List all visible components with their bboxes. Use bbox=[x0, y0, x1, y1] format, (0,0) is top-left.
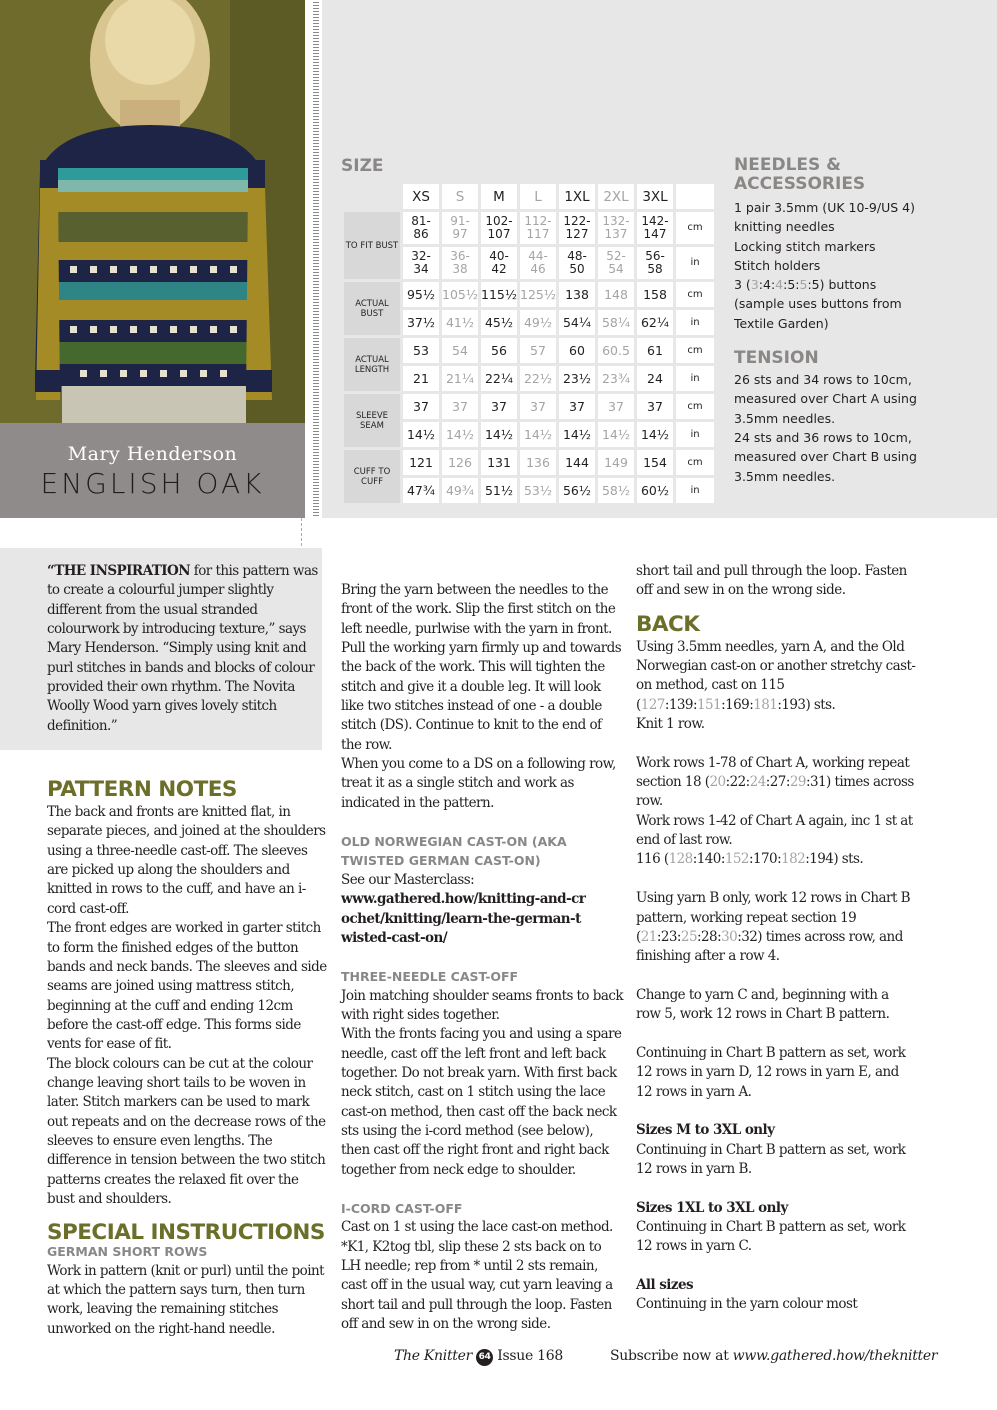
footer-issue bbox=[394, 1348, 563, 1366]
norwegian-cast-on-text: See our Masterclass: bbox=[341, 871, 475, 888]
size-xs: XS bbox=[403, 184, 439, 209]
size-3xl: 3XL bbox=[637, 184, 673, 209]
unit-cell: cm bbox=[676, 394, 714, 419]
unit-cell: cm bbox=[676, 338, 714, 363]
size-value: 14½ bbox=[442, 422, 478, 447]
inspiration-body: for this pattern was to create a colourful jumper slightly different from the usual stranded colourwork by introducing texture,” says Mary Henderson. “Simply using knit and purl stitches in bands and blocks of colour provided their own rhythm. The Novita Woolly Wood yarn gives lovely stitch definition.” bbox=[47, 563, 318, 734]
page-number: 64 bbox=[476, 1349, 493, 1366]
needles-line: Stitch holders bbox=[734, 257, 821, 273]
back-text: ) times across row. bbox=[636, 774, 914, 810]
count-2xl: 182 bbox=[781, 851, 806, 868]
size-value: 24 bbox=[637, 366, 673, 391]
size-value: 56 bbox=[481, 338, 517, 363]
size-l: L bbox=[520, 184, 556, 209]
size-value: 49½ bbox=[520, 310, 556, 335]
count-1xl: 28 bbox=[701, 928, 718, 945]
zip-tail-decoration bbox=[301, 518, 303, 546]
german-short-rows-text-3: When you come to a DS on a following row, treat it as a single stitch and work as indicated in the pattern. bbox=[341, 756, 616, 811]
back-text: Using 3.5mm needles, yarn A, and the Old Norwegian cast-on or another stretchy cast-on method, cast on 115 ( bbox=[636, 638, 916, 713]
pattern-name: ENGLISH OAK bbox=[40, 467, 265, 500]
special-instructions-heading: SPECIAL INSTRUCTIONS bbox=[47, 1220, 325, 1246]
size-2xl: 2XL bbox=[598, 184, 634, 209]
size-value: 58¼ bbox=[598, 310, 634, 335]
size-value: 122- 127 bbox=[559, 212, 595, 244]
back-para-4: Using yarn B only, work 12 rows in Chart B pattern, working repeat section 19 (21:23:25:28:30:32) times across row, and finishing after a row 4. bbox=[636, 890, 910, 965]
column-1 bbox=[47, 562, 327, 1339]
size-value: 54 bbox=[442, 338, 478, 363]
unit-cell: cm bbox=[676, 212, 714, 244]
count-2xl: 30 bbox=[721, 928, 738, 945]
norwegian-cast-on-heading: OLD NORWEGIAN CAST-ON (AKA TWISTED GERMAN CAST-ON) bbox=[341, 834, 567, 869]
size-value: 148 bbox=[598, 282, 634, 307]
size-value: 60½ bbox=[637, 478, 673, 503]
buttons-suffix: ) buttons (sample uses buttons from Textile Garden) bbox=[734, 277, 902, 331]
size-value: 52- 54 bbox=[598, 247, 634, 279]
size-row bbox=[344, 282, 714, 307]
size-value: 144 bbox=[559, 450, 595, 475]
back-text: ) sts. bbox=[805, 696, 836, 713]
icord-text-continued: short tail and pull through the loop. Fasten off and sew in on the wrong side. bbox=[636, 563, 907, 599]
size-value: 49¾ bbox=[442, 478, 478, 503]
size-value: 48- 50 bbox=[559, 247, 595, 279]
size-value: 60.5 bbox=[598, 338, 634, 363]
count-s: 127 bbox=[640, 696, 665, 713]
buttons-1xl: 5 bbox=[787, 277, 796, 293]
unit-cell: in bbox=[676, 478, 714, 503]
size-value: 149 bbox=[598, 450, 634, 475]
size-value: 14½ bbox=[481, 422, 517, 447]
model-photo bbox=[0, 0, 305, 423]
size-value: 37 bbox=[403, 394, 439, 419]
measurement-label: SLEEVE SEAM bbox=[344, 394, 400, 447]
size-value: 54¼ bbox=[559, 310, 595, 335]
size-value: 62¼ bbox=[637, 310, 673, 335]
size-value: 95½ bbox=[403, 282, 439, 307]
measurement-label: ACTUAL BUST bbox=[344, 282, 400, 335]
measurement-label: CUFF TO CUFF bbox=[344, 450, 400, 503]
pattern-notes-para: The back and fronts are knitted flat, in separate pieces, and joined at the shoulders using a three-needle cast-off. The sleeves are picked up along the shoulders and knitted in rows to the cuff, and have an i-cord cast-off. bbox=[47, 804, 326, 917]
size-value: 58½ bbox=[598, 478, 634, 503]
needles-tension-column bbox=[734, 156, 924, 486]
sizes-1xl-heading: Sizes 1XL to 3XL only bbox=[636, 1199, 788, 1216]
size-value: 154 bbox=[637, 450, 673, 475]
size-value: 105½ bbox=[442, 282, 478, 307]
column-3 bbox=[636, 562, 916, 1315]
size-m: M bbox=[481, 184, 517, 209]
inspiration-text bbox=[47, 562, 327, 736]
size-value: 37 bbox=[559, 394, 595, 419]
buttons-3xl: 5 bbox=[811, 277, 820, 293]
count-3xl: 31 bbox=[809, 774, 827, 791]
count-m: 139 bbox=[668, 696, 693, 713]
pattern-notes-heading: PATTERN NOTES bbox=[47, 777, 237, 803]
icord-cast-off-heading: I-CORD CAST-OFF bbox=[341, 1200, 463, 1216]
subscribe-text: Subscribe now at bbox=[610, 1348, 729, 1364]
size-value: 23¾ bbox=[598, 366, 634, 391]
unit-cell: in bbox=[676, 247, 714, 279]
size-value: 21¼ bbox=[442, 366, 478, 391]
count-m: 23 bbox=[660, 928, 677, 945]
size-value: 158 bbox=[637, 282, 673, 307]
sizes-m-text: Continuing in Chart B pattern as set, work 12 rows in yarn B. bbox=[636, 1141, 906, 1177]
size-value: 136 bbox=[520, 450, 556, 475]
size-row bbox=[344, 338, 714, 363]
size-value: 21 bbox=[403, 366, 439, 391]
back-text: Using yarn B only, work 12 rows in Chart B pattern, working repeat section 19 ( bbox=[636, 890, 910, 945]
back-para-2: Work rows 1-78 of Chart A, working repeat section 18 (20:22:24:27:29:31) times across row. bbox=[636, 754, 914, 810]
unit-cell: cm bbox=[676, 450, 714, 475]
german-short-rows-heading: GERMAN SHORT ROWS bbox=[47, 1244, 208, 1260]
size-value: 14½ bbox=[598, 422, 634, 447]
size-value: 37 bbox=[637, 394, 673, 419]
needles-heading: NEEDLES & ACCESSORIES bbox=[734, 155, 866, 194]
size-value: 37½ bbox=[403, 310, 439, 335]
size-value: 14½ bbox=[637, 422, 673, 447]
buttons-prefix: 3 ( bbox=[734, 277, 751, 293]
count-1xl: 170 bbox=[752, 851, 778, 868]
size-value: 37 bbox=[520, 394, 556, 419]
size-table bbox=[341, 181, 717, 506]
back-heading: BACK bbox=[636, 611, 700, 637]
icord-text: Cast on 1 st using the lace cast-on method. *K1, K2tog tbl, slip these 2 sts back on to LH needle; rep from * until 2 sts remain, cast off in the usual way, cut yarn leaving a short tail and pull through the loop. Fasten off and sew in on the wrong side. bbox=[341, 1219, 613, 1333]
count-2xl: 29 bbox=[789, 774, 806, 791]
size-value: 102- 107 bbox=[481, 212, 517, 244]
three-needle-text-2: With the fronts facing you and using a spare needle, cast off the left front and left back together. Do not break yarn. With first back neck stitch, cast on 1 stitch using the lace cast-on method, then cast off the back neck sts using the i-cord method (see below), then cast off the right front and right back together from neck edge to shoulder. bbox=[341, 1026, 622, 1178]
size-row bbox=[344, 212, 714, 244]
size-value: 60 bbox=[559, 338, 595, 363]
count-2xl: 181 bbox=[753, 696, 778, 713]
size-value: 56½ bbox=[559, 478, 595, 503]
size-value: 126 bbox=[442, 450, 478, 475]
title-bar bbox=[0, 423, 305, 518]
size-value: 14½ bbox=[520, 422, 556, 447]
count-3xl: 32 bbox=[741, 928, 758, 945]
size-value: 40- 42 bbox=[481, 247, 517, 279]
count-m: 22 bbox=[729, 774, 746, 791]
size-value: 41½ bbox=[442, 310, 478, 335]
column-2 bbox=[341, 562, 623, 1333]
size-row bbox=[344, 450, 714, 475]
size-value: 61 bbox=[637, 338, 673, 363]
pattern-notes-para: The block colours can be cut at the colour change leaving short tails to be woven in later. Stitch markers can be used to mark out repeats and on the decrease rows of the sleeves to ensure even lengths. The difference in tension between the two stitch patterns creates the relaxed fit over the bust and shoulders. bbox=[47, 1055, 326, 1207]
tension-line: 24 sts and 36 rows to 10cm, measured over Chart B using 3.5mm needles. bbox=[734, 429, 917, 484]
three-needle-cast-off-heading: THREE-NEEDLE CAST-OFF bbox=[341, 969, 519, 985]
back-text: Work rows 1-78 of Chart A, working repeat section 18 ( bbox=[636, 754, 910, 791]
count-l: 151 bbox=[696, 696, 722, 713]
unit-cell: in bbox=[676, 366, 714, 391]
size-value: 53½ bbox=[520, 478, 556, 503]
all-sizes-heading: All sizes bbox=[636, 1277, 694, 1294]
size-value: 138 bbox=[559, 282, 595, 307]
issue-number: Issue 168 bbox=[497, 1348, 563, 1364]
size-value: 57 bbox=[520, 338, 556, 363]
count-3xl: 194 bbox=[809, 851, 834, 868]
size-value: 56- 58 bbox=[637, 247, 673, 279]
magazine-name: The Knitter bbox=[394, 1348, 472, 1364]
unit-header bbox=[676, 184, 714, 209]
size-heading: SIZE bbox=[341, 156, 384, 176]
count-s: 128 bbox=[668, 851, 693, 868]
size-value: 53 bbox=[403, 338, 439, 363]
buttons-line: 3 (3:4:4:5:5:5) buttons (sample uses buttons from Textile Garden) bbox=[734, 277, 902, 331]
size-value: 23½ bbox=[559, 366, 595, 391]
back-para-1: Using 3.5mm needles, yarn A, and the Old Norwegian cast-on or another stretchy cast-on method, cast on 115 (127:139:151:169:181:193) sts. bbox=[636, 638, 916, 713]
size-header-row bbox=[344, 184, 714, 209]
count-l: 152 bbox=[724, 851, 749, 868]
size-value: 81- 86 bbox=[403, 212, 439, 244]
measurement-label: TO FIT BUST bbox=[344, 212, 400, 279]
all-sizes-text: Continuing in the yarn colour most bbox=[636, 1296, 858, 1313]
inspiration-lead: “THE INSPIRATION bbox=[47, 563, 191, 579]
tension-line: 26 sts and 34 rows to 10cm, measured over Chart A using 3.5mm needles. bbox=[734, 372, 917, 426]
measurement-label: ACTUAL LENGTH bbox=[344, 338, 400, 391]
back-text: ) times across row, and finishing after a row 4. bbox=[636, 928, 903, 965]
count-m: 140 bbox=[696, 851, 721, 868]
size-value: 37 bbox=[481, 394, 517, 419]
size-value: 47¾ bbox=[403, 478, 439, 503]
size-value: 32- 34 bbox=[403, 247, 439, 279]
back-para-6: Continuing in Chart B pattern as set, work 12 rows in yarn D, 12 rows in yarn E, and 12 rows in yarn A. bbox=[636, 1044, 906, 1100]
size-value: 14½ bbox=[559, 422, 595, 447]
size-value: 37 bbox=[442, 394, 478, 419]
back-para-1c: Knit 1 row. bbox=[636, 716, 705, 733]
buttons-m: 4 bbox=[762, 277, 771, 293]
size-value: 14½ bbox=[403, 422, 439, 447]
sizes-m-heading: Sizes M to 3XL only bbox=[636, 1122, 775, 1139]
needles-line: Locking stitch markers bbox=[734, 238, 876, 254]
size-value: 45½ bbox=[481, 310, 517, 335]
back-para-3b: 116 (128:140:152:170:182:194) sts. bbox=[636, 851, 864, 868]
designer-name: Mary Henderson bbox=[67, 443, 238, 465]
buttons-s: 3 bbox=[750, 277, 759, 293]
size-value: 36- 38 bbox=[442, 247, 478, 279]
count-s: 21 bbox=[640, 928, 657, 945]
german-short-rows-text-2: Bring the yarn between the needles to the front of the work. Slip the first stitch on the left needle, purlwise with the yarn in front. Pull the working yarn firmly up and towards the back of the work. This will tighten the stitch and give it a double leg. It will look like two stitches instead of one - a double stitch (DS). Continue to knit to the end of the row. bbox=[341, 582, 622, 753]
size-value: 22½ bbox=[520, 366, 556, 391]
size-value: 22¼ bbox=[481, 366, 517, 391]
tension-heading: TENSION bbox=[734, 348, 819, 369]
three-needle-text: Join matching shoulder seams fronts to back with right sides together. bbox=[341, 987, 623, 1023]
unit-cell: in bbox=[676, 310, 714, 335]
count-l: 24 bbox=[749, 774, 766, 791]
size-1xl: 1XL bbox=[559, 184, 595, 209]
count-3xl: 193 bbox=[781, 696, 806, 713]
count-l: 25 bbox=[680, 928, 697, 945]
count-s: 20 bbox=[709, 774, 726, 791]
size-value: 37 bbox=[598, 394, 634, 419]
size-value: 91- 97 bbox=[442, 212, 478, 244]
size-value: 121 bbox=[403, 450, 439, 475]
size-value: 142- 147 bbox=[637, 212, 673, 244]
buttons-l: 4 bbox=[775, 277, 784, 293]
needles-line: 1 pair 3.5mm (UK 10-9/US 4) knitting needles bbox=[734, 200, 915, 235]
unit-cell: cm bbox=[676, 282, 714, 307]
footer-subscribe bbox=[610, 1348, 937, 1364]
back-text: 116 ( bbox=[636, 851, 669, 868]
back-text: ) sts. bbox=[833, 851, 864, 868]
back-para-5: Change to yarn C and, beginning with a row 5, work 12 rows in Chart B pattern. bbox=[636, 986, 890, 1023]
size-value: 51½ bbox=[481, 478, 517, 503]
unit-cell: in bbox=[676, 422, 714, 447]
count-1xl: 169 bbox=[725, 696, 750, 713]
size-value: 131 bbox=[481, 450, 517, 475]
size-value: 125½ bbox=[520, 282, 556, 307]
german-short-rows-text: Work in pattern (knit or purl) until the point at which the pattern says turn, then turn work, leaving the remaining stitches unworked on the right-hand needle. bbox=[47, 1262, 325, 1337]
size-row bbox=[344, 394, 714, 419]
size-value: 132- 137 bbox=[598, 212, 634, 244]
back-para-3: Work rows 1-42 of Chart A again, inc 1 st at end of last row. bbox=[636, 812, 913, 849]
empty-cell bbox=[344, 184, 400, 209]
buttons-2xl: 5 bbox=[799, 277, 808, 293]
zip-decoration bbox=[305, 0, 322, 518]
count-1xl: 27 bbox=[769, 774, 786, 791]
size-s: S bbox=[442, 184, 478, 209]
size-value: 112- 117 bbox=[520, 212, 556, 244]
masterclass-link[interactable]: www.gathered.how/knitting-and-crochet/knitting/learn-the-german-twisted-cast-on/ bbox=[341, 891, 586, 946]
pattern-notes-para: The front edges are worked in garter stitch to form the finished edges of the button bands and neck bands. The sleeves and side seams are joined using mattress stitch, beginning at the cuff and ending 12cm before the cast-off edge. This forms side vents for ease of fit. bbox=[47, 920, 327, 1053]
size-value: 44- 46 bbox=[520, 247, 556, 279]
sizes-1xl-text: Continuing in Chart B pattern as set, work 12 rows in yarn C. bbox=[636, 1219, 906, 1255]
size-value: 115½ bbox=[481, 282, 517, 307]
subscribe-url[interactable]: www.gathered.how/theknitter bbox=[732, 1348, 938, 1364]
